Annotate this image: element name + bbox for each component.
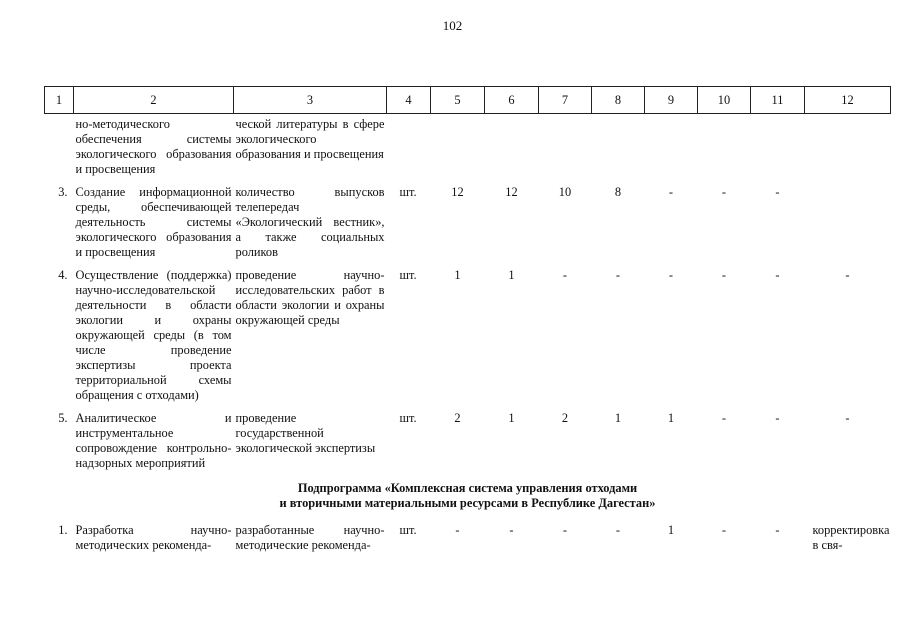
value-cell: - [721, 185, 727, 199]
unit-cell: шт. [399, 523, 417, 537]
value-cell: - [845, 411, 850, 425]
value-cell: - [455, 523, 460, 537]
value-cell: - [668, 268, 674, 282]
column-header: 10 [698, 87, 751, 114]
row-number: 5. [58, 411, 68, 425]
row-number-cell [45, 114, 74, 178]
value-cell: 2 [454, 411, 461, 425]
value-cell: 10 [558, 185, 572, 199]
subprogram-heading [45, 471, 891, 523]
subprogram-title-line-2: и вторичными материальными ресурсами в Республике Дагестан» [279, 496, 656, 510]
table-header-row [45, 87, 891, 114]
value-cell [698, 114, 751, 178]
column-header: 8 [592, 87, 645, 114]
indicator-cell: количество выпусков телепередач «Экологический вестник», а также социальных роликов [235, 185, 385, 259]
value-cell: - [775, 523, 780, 537]
value-cell: - [615, 268, 621, 282]
unit-cell: шт. [399, 268, 417, 282]
column-header: 6 [485, 87, 539, 114]
value-cell: 1 [454, 268, 461, 282]
value-cell [805, 185, 891, 260]
value-cell: 8 [614, 185, 622, 199]
table-row [45, 268, 891, 403]
column-header: 11 [751, 87, 805, 114]
activity-name-cell: Аналитическое и инструментальное сопровождение контрольно-надзорных мероприятий [75, 411, 232, 470]
activity-name-cell: Разработка научно-методических рекоменда- [75, 523, 232, 552]
value-cell: - [775, 411, 780, 425]
value-cell [751, 114, 805, 178]
value-cell: - [721, 268, 727, 282]
subprogram-heading-row [45, 471, 891, 523]
unit-cell [387, 114, 431, 178]
value-cell: - [615, 523, 621, 537]
value-cell: 1 [508, 411, 515, 425]
value-cell: - [509, 523, 514, 537]
column-header: 7 [539, 87, 592, 114]
row-number: 3. [58, 185, 68, 199]
indicator-cell: проведение научно-исследовательских работ в области экологии и охраны окружающей среды [235, 268, 385, 327]
value-cell: 12 [505, 185, 518, 199]
note-cell: корректировка в свя- [812, 523, 890, 552]
value-cell [539, 114, 592, 178]
indicator-cell: проведение государственной экологической экспертизы [235, 411, 376, 455]
value-cell: 1 [667, 523, 675, 537]
activity-name-cell: Осуществление (поддержка) научно-исследовательской деятельности в области экологии и охраны окружающей среды (в том числе проведение экспертизы проекта территориальной схемы обращения с отходами) [75, 268, 232, 402]
value-cell: - [845, 268, 850, 282]
column-header: 1 [45, 87, 74, 114]
indicator-cell: ческой литературы в сфере экологического образования и просвещения [235, 117, 385, 161]
row-number: 4. [58, 268, 68, 282]
value-cell: 1 [508, 268, 515, 282]
activity-name-cell: Создание информационной среды, обеспечивающей деятельность системы экологического образования и просвещения [75, 185, 232, 259]
value-cell: - [562, 523, 568, 537]
row-number: 1. [58, 523, 68, 537]
value-cell: - [775, 185, 780, 199]
value-cell: 2 [561, 411, 569, 425]
subprogram-title-line-1: Подпрограмма «Комплексная система управления отходами [297, 481, 638, 495]
page-number: 102 [442, 18, 463, 33]
value-cell: 1 [614, 411, 622, 425]
value-cell: 12 [451, 185, 464, 199]
column-header: 9 [645, 87, 698, 114]
column-header: 2 [74, 87, 234, 114]
value-cell [645, 114, 698, 178]
value-cell: - [668, 185, 674, 199]
value-cell [485, 114, 539, 178]
indicator-cell: разработанные научно-методические рекоменда- [235, 523, 385, 552]
unit-cell: шт. [399, 411, 417, 425]
table-row [45, 185, 891, 260]
table-row [45, 114, 891, 178]
value-cell: - [721, 523, 727, 537]
column-header: 12 [805, 87, 891, 114]
activity-name-cell: но-методического обеспечения системы экологического образования и просвещения [75, 117, 232, 176]
column-header: 3 [234, 87, 387, 114]
value-cell [592, 114, 645, 178]
value-cell: - [775, 268, 780, 282]
unit-cell: шт. [399, 185, 417, 199]
value-cell: - [721, 411, 727, 425]
column-header: 4 [387, 87, 431, 114]
column-header: 5 [431, 87, 485, 114]
indicators-table [44, 86, 891, 553]
value-cell: 1 [667, 411, 675, 425]
value-cell: - [562, 268, 568, 282]
table-row [45, 523, 891, 553]
value-cell [431, 114, 485, 178]
table-row [45, 411, 891, 471]
value-cell [805, 114, 891, 178]
